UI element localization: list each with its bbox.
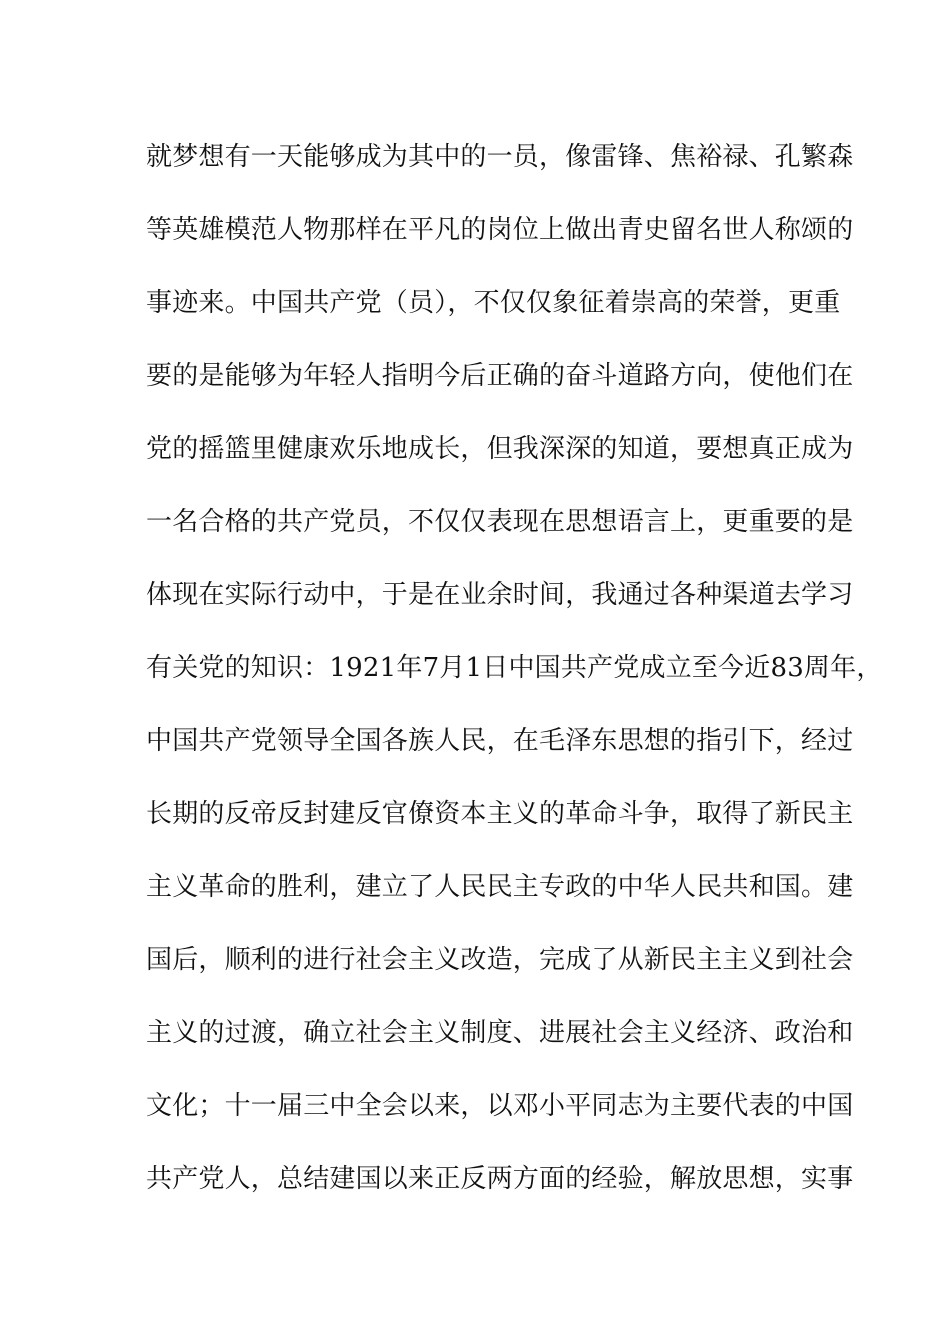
text-line: 要的是能够为年轻人指明今后正确的奋斗道路方向，使他们在: [146, 361, 854, 391]
body-text: [146, 132, 883, 1227]
text-line: 就梦想有一天能够成为其中的一员，像雷锋、焦裕禄、孔繁森: [146, 142, 854, 172]
text-line: 主义的过渡，确立社会主义制度、进展社会主义经济、政治和: [146, 1018, 854, 1048]
text-line: 长期的反帝反封建反官僚资本主义的革命斗争，取得了新民主: [146, 799, 854, 829]
text-line: 等英雄模范人物那样在平凡的岗位上做出青史留名世人称颂的: [146, 215, 854, 245]
text-line: 党的摇篮里健康欢乐地成长，但我深深的知道，要想真正成为: [146, 434, 854, 464]
text-line: 文化；十一届三中全会以来，以邓小平同志为主要代表的中国: [146, 1091, 854, 1121]
text-line: 主义革命的胜利，建立了人民民主专政的中华人民共和国。建: [146, 872, 854, 902]
text-line: 有关党的知识：1921年7月1日中国共产党成立至今近83周年，: [146, 653, 883, 683]
text-line: 国后，顺利的进行社会主义改造，完成了从新民主主义到社会: [146, 945, 854, 975]
text-line: 中国共产党领导全国各族人民，在毛泽东思想的指引下，经过: [146, 726, 854, 756]
text-line: 事迹来。中国共产党（员），不仅仅象征着崇高的荣誉，更重: [146, 288, 841, 318]
text-line: 一名合格的共产党员，不仅仅表现在思想语言上，更重要的是: [146, 507, 854, 537]
text-line: 体现在实际行动中，于是在业余时间，我通过各种渠道去学习: [146, 580, 854, 610]
text-line: 共产党人，总结建国以来正反两方面的经验，解放思想，实事: [146, 1164, 854, 1194]
